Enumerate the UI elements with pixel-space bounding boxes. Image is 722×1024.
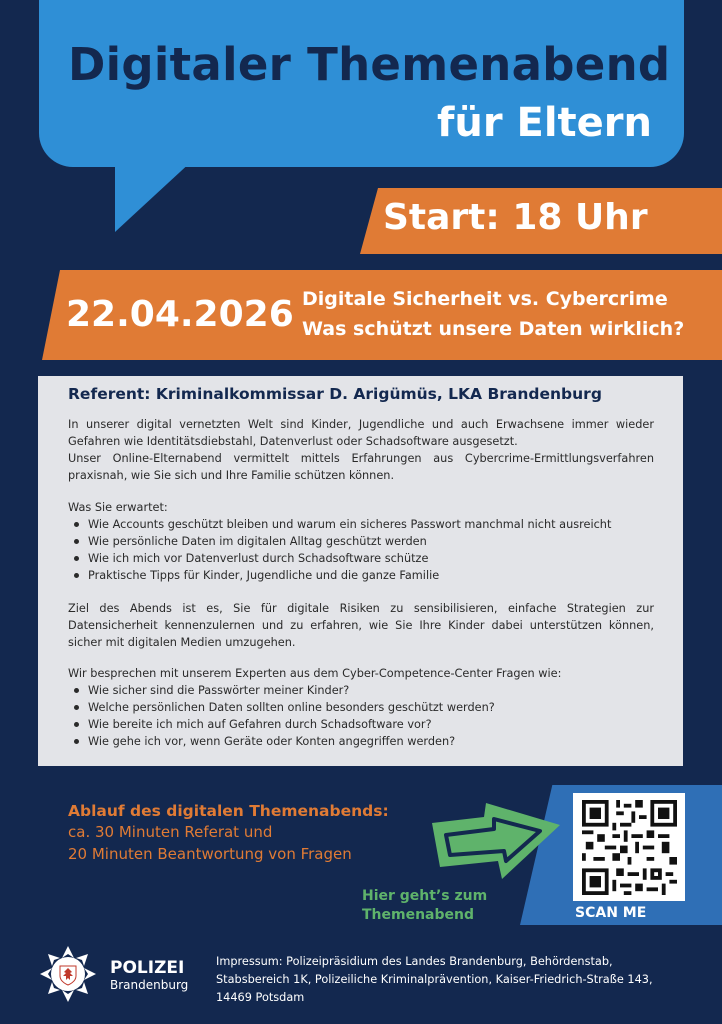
qr-code-icon[interactable] bbox=[582, 800, 677, 895]
arrow-right-icon bbox=[428, 795, 568, 885]
list-item: Welche persönlichen Daten sollten online besonders geschützt werden? bbox=[68, 699, 654, 716]
event-date: 22.04.2026 bbox=[66, 294, 294, 335]
impressum-line2: Stabsbereich 1K, Polizeiliche Kriminalprävention, Kaiser-Friedrich-Straße 143, bbox=[216, 973, 653, 986]
list-item: Wie gehe ich vor, wenn Geräte oder Konten angegriffen werden? bbox=[68, 733, 654, 750]
impressum-line1: Impressum: Polizeipräsidium des Landes Brandenburg, Behördenstab, bbox=[216, 955, 613, 968]
expect-list bbox=[68, 516, 654, 584]
logo-name: POLIZEI bbox=[110, 958, 185, 978]
schedule-line1: ca. 30 Minuten Referat und bbox=[68, 823, 273, 841]
list-item: Wie sicher sind die Passwörter meiner Kinder? bbox=[68, 682, 654, 699]
schedule-title: Ablauf des digitalen Themenabends: bbox=[68, 802, 389, 820]
cta-line1: Hier geht’s zum bbox=[362, 888, 488, 904]
logo-state: Brandenburg bbox=[110, 978, 189, 992]
page-title: Digitaler Themenabend bbox=[68, 38, 671, 91]
list-item: Praktische Tipps für Kinder, Jugendliche und die ganze Familie bbox=[68, 567, 654, 584]
goal-paragraph: Ziel des Abends ist es, Sie für digitale Risiken zu sensibilisieren, einfache Strategien zur Datensicherheit kennenzulernen und zu erfahren, wie Sie Ihre Kinder dabei unterstützen können, sicher mit digitalen Medien umzugehen. bbox=[68, 602, 654, 649]
list-item: Wie persönliche Daten im digitalen Alltag geschützt werden bbox=[68, 533, 654, 550]
impressum-line3: 14469 Potsdam bbox=[216, 991, 305, 1004]
event-topic-line2: Was schützt unsere Daten wirklich? bbox=[302, 318, 685, 340]
list-item: Wie ich mich vor Datenverlust durch Schadsoftware schütze bbox=[68, 550, 654, 567]
cta-line2: Themenabend bbox=[362, 907, 475, 923]
scan-me-label: SCAN ME bbox=[575, 905, 647, 921]
event-topic-line1: Digitale Sicherheit vs. Cybercrime bbox=[302, 288, 668, 310]
referent-heading: Referent: Kriminalkommissar D. Arigümüs, LKA Brandenburg bbox=[68, 385, 602, 403]
questions-list bbox=[68, 682, 654, 750]
list-item: Wie Accounts geschützt bleiben und warum ein sicheres Passwort manchmal nicht ausreicht bbox=[68, 516, 654, 533]
police-star-icon bbox=[38, 944, 98, 1004]
questions-heading: Wir besprechen mit unserem Experten aus dem Cyber-Competence-Center Fragen wie: bbox=[68, 667, 562, 680]
schedule-line2: 20 Minuten Beantwortung von Fragen bbox=[68, 845, 352, 863]
page-subtitle: für Eltern bbox=[436, 100, 652, 146]
start-time: Start: 18 Uhr bbox=[383, 197, 648, 238]
speech-bubble-tail bbox=[115, 160, 193, 232]
expect-heading: Was Sie erwartet: bbox=[68, 501, 168, 514]
list-item: Wie bereite ich mich auf Gefahren durch Schadsoftware vor? bbox=[68, 716, 654, 733]
intro-paragraph-2: Unser Online-Elternabend vermittelt mittels Erfahrungen aus Cybercrime-Ermittlungsverfahren praxisnah, wie Sie sich und Ihre Familie schützen können. bbox=[68, 452, 654, 482]
intro-paragraph: In unserer digital vernetzten Welt sind Kinder, Jugendliche und auch Erwachsene immer wieder Gefahren wie Identitätsdiebstahl, Datenverlust oder Schadsoftware ausgesetzt. bbox=[68, 418, 654, 448]
